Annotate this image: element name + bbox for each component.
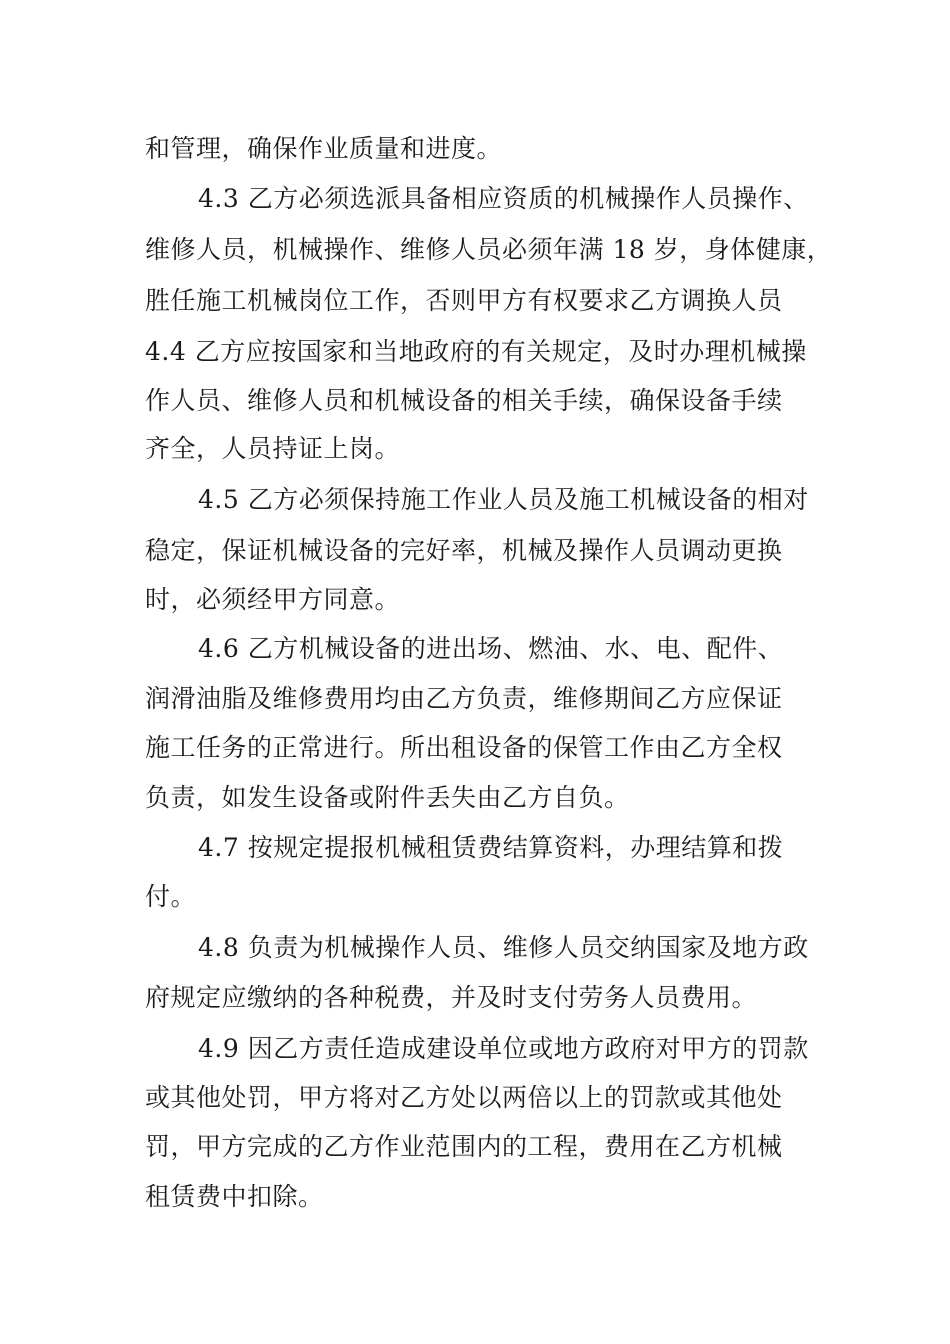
text-line: 罚，甲方完成的乙方作业范围内的工程，费用在乙方机械	[145, 1132, 783, 1161]
text-line: 付。	[145, 882, 197, 911]
text-line: 齐全，人员持证上岗。	[145, 434, 401, 463]
text-line: 时，必须经甲方同意。	[145, 585, 401, 614]
text-line: 租赁费中扣除。	[145, 1182, 324, 1211]
clause-4-4-line-1: 4.4 乙方应按国家和当地政府的有关规定，及时办理机械操	[145, 337, 807, 366]
text-line: 润滑油脂及维修费用均由乙方负责，维修期间乙方应保证	[145, 684, 783, 713]
text-line: 稳定，保证机械设备的完好率，机械及操作人员调动更换	[145, 536, 783, 565]
text-line: 胜任施工机械岗位工作，否则甲方有权要求乙方调换人员	[145, 286, 783, 315]
clause-4-8-line-1: 4.8 负责为机械操作人员、维修人员交纳国家及地方政	[198, 933, 809, 962]
text-line: 和管理，确保作业质量和进度。	[145, 134, 503, 163]
clause-4-7-line-1: 4.7 按规定提报机械租赁费结算资料，办理结算和拨	[198, 833, 784, 862]
text-line: 负责，如发生设备或附件丢失由乙方自负。	[145, 783, 630, 812]
text-line: 作人员、维修人员和机械设备的相关手续，确保设备手续	[145, 386, 783, 415]
text-line: 或其他处罚，甲方将对乙方处以两倍以上的罚款或其他处	[145, 1083, 783, 1112]
clause-4-5-line-1: 4.5 乙方必须保持施工作业人员及施工机械设备的相对	[198, 485, 809, 514]
text-line: 维修人员，机械操作、维修人员必须年满 18 岁，身体健康，	[145, 235, 833, 264]
clause-4-6-line-1: 4.6 乙方机械设备的进出场、燃油、水、电、配件、	[198, 634, 784, 663]
text-line: 施工任务的正常进行。所出租设备的保管工作由乙方全权	[145, 733, 783, 762]
text-line: 府规定应缴纳的各种税费，并及时支付劳务人员费用。	[145, 983, 758, 1012]
clause-4-9-line-1: 4.9 因乙方责任造成建设单位或地方政府对甲方的罚款	[198, 1034, 809, 1063]
clause-4-3-line-1: 4.3 乙方必须选派具备相应资质的机械操作人员操作、	[198, 184, 809, 213]
